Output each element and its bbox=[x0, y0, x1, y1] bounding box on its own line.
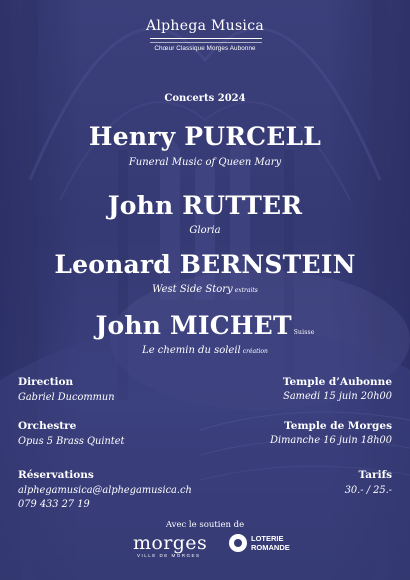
work-michet-title: Le chemin du soleil bbox=[142, 345, 241, 356]
brand-rule bbox=[150, 38, 262, 39]
direction-label: Direction bbox=[18, 376, 74, 388]
tarifs-value: 30.- / 25.- bbox=[344, 485, 392, 496]
composer-michet-name: John MICHET bbox=[95, 311, 292, 340]
reservations-phone[interactable]: 079 433 27 19 bbox=[18, 499, 90, 510]
morges-logo-subtitle: VILLE DE MORGES bbox=[137, 553, 201, 558]
work-rutter: Gloria bbox=[189, 225, 221, 236]
direction-value: Gabriel Ducommun bbox=[18, 392, 115, 403]
loterie-romande-logo-text bbox=[251, 534, 290, 552]
date-aubonne: Samedi 15 juin 20h00 bbox=[283, 391, 392, 402]
composer-bernstein: Leonard BERNSTEIN bbox=[54, 250, 356, 279]
loterie-romande-logo-inner bbox=[234, 539, 242, 547]
loterie-line1: LOTERIE bbox=[251, 534, 284, 543]
venue-aubonne: Temple d’Aubonne bbox=[282, 376, 392, 388]
concerts-heading: Concerts 2024 bbox=[164, 93, 246, 104]
morges-logo-text: morges bbox=[133, 532, 208, 554]
composer-michet-note: Suisse bbox=[293, 329, 315, 336]
brand-subtitle: Chœur Classique Morges Aubonne bbox=[154, 45, 256, 52]
composer-rutter: John RUTTER bbox=[107, 191, 303, 220]
composer-purcell: Henry PURCELL bbox=[88, 122, 322, 151]
orchestre-label: Orchestre bbox=[18, 420, 77, 432]
date-morges: Dimanche 16 juin 18h00 bbox=[270, 435, 392, 446]
brand-name: Alphega Musica bbox=[145, 18, 264, 34]
work-michet bbox=[0, 345, 410, 356]
orchestre-value: Opus 5 Brass Quintet bbox=[18, 436, 125, 447]
tarifs-label: Tarifs bbox=[358, 469, 392, 481]
work-michet-note: création bbox=[242, 348, 268, 355]
sponsors-intro: Avec le soutien de bbox=[165, 520, 245, 530]
work-bernstein-title: West Side Story bbox=[152, 284, 233, 295]
composer-michet bbox=[0, 311, 410, 340]
brand-rule-secondary bbox=[150, 42, 262, 43]
work-bernstein-note: extraits bbox=[234, 287, 258, 294]
loterie-line2: ROMANDE bbox=[251, 543, 290, 552]
reservations-email[interactable]: alphegamusica@alphegamusica.ch bbox=[18, 485, 192, 496]
venue-morges: Temple de Morges bbox=[284, 420, 392, 432]
work-purcell: Funeral Music of Queen Mary bbox=[128, 157, 282, 168]
reservations-label: Réservations bbox=[18, 469, 94, 481]
work-bernstein bbox=[0, 284, 410, 295]
